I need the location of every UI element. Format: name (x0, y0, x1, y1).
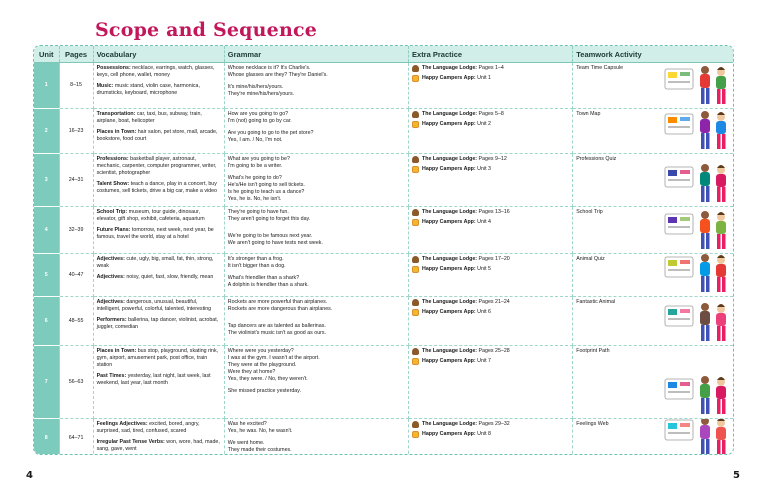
app-unit: Unit 5 (475, 266, 491, 273)
vocabulary-label: Places in Town: (96, 348, 137, 354)
vocabulary-label: Professions: (96, 156, 129, 162)
vocabulary-group (97, 256, 221, 270)
grammar-line: How are you going to go? (227, 111, 289, 117)
teamwork-activity-name: School Trip (576, 209, 603, 215)
teamwork-cell (573, 63, 733, 109)
vocabulary-words: car, taxi, bus, subway, train, airplane, boat, helicopter (96, 111, 202, 124)
app-label: Happy Campers App: (422, 75, 476, 82)
vocabulary-words: basketball player, astronaut, mechanic, carpenter, computer programmer, writer, scientist, photographer (96, 156, 217, 176)
vocabulary-cell (93, 207, 224, 254)
vocabulary-group (97, 65, 221, 79)
extra-practice-cell (409, 109, 573, 154)
lodge-pages: Pages 5–8 (477, 111, 504, 118)
lodge-label: The Language Lodge: (422, 209, 478, 216)
app-text (422, 358, 491, 365)
language-lodge-entry (412, 65, 569, 72)
vocabulary-group (97, 209, 221, 223)
grammar-cell (224, 297, 408, 346)
vocabulary-group (97, 83, 221, 97)
happy-campers-app-entry (412, 219, 569, 226)
app-icon (412, 75, 419, 82)
vocabulary-cell (93, 346, 224, 419)
grammar-line: They were at the playground. (227, 361, 297, 368)
grammar-line: What are you going to be? (227, 156, 290, 162)
vocabulary-cell (93, 109, 224, 154)
grammar-line: Yes, he was. No, he wasn't. (227, 427, 293, 434)
vocabulary-group (97, 227, 221, 241)
vocabulary-label: Irregular Past Tense Verbs: (96, 438, 165, 445)
language-lodge-entry (412, 209, 569, 216)
teamwork-cell (573, 154, 733, 207)
app-text (422, 309, 491, 316)
vocabulary-words: ballerina, tap dancer, violinist, acrobat, juggler, comedian (96, 316, 219, 330)
scope-sequence-table-frame (33, 45, 734, 455)
lodge-text (422, 348, 510, 355)
grammar-line: We're going to be famous next year. (227, 232, 313, 239)
vocabulary-cell (93, 419, 224, 456)
unit-pages: 56–63 (59, 346, 93, 419)
vocabulary-group (97, 373, 221, 387)
grammar-line: It's stronger than a frog. (227, 256, 284, 262)
app-label: Happy Campers App: (422, 431, 476, 438)
app-text (422, 219, 491, 226)
lodge-text (422, 65, 504, 72)
unit-number: 1 (34, 63, 59, 109)
teamwork-activity-name: Animal Quiz (576, 256, 605, 262)
language-lodge-entry (412, 299, 569, 306)
app-icon (412, 358, 419, 365)
vocabulary-group (97, 348, 221, 369)
vocabulary-label: Music: (96, 82, 114, 89)
header-row (34, 46, 733, 63)
page-number-right: 5 (733, 470, 740, 481)
grammar-cell (224, 346, 408, 419)
vocabulary-words: necklace, earrings, watch, glasses, keys, cell phone, wallet, money (96, 65, 215, 78)
grammar-line: Yes, they were. / No, they weren't. (227, 375, 308, 382)
grammar-cell (224, 207, 408, 254)
vocabulary-words: tomorrow, next week, next year, be famous, travel the world, stay at a hotel (96, 226, 214, 240)
vocabulary-words: bus stop, playground, skating rink, gym, airport, amusement park, post office, train station (96, 348, 219, 368)
unit-number: 7 (34, 346, 59, 419)
vocabulary-cell (93, 297, 224, 346)
grammar-line: I'm going to be a writer. (227, 162, 283, 169)
lodge-label: The Language Lodge: (422, 156, 478, 163)
lodge-pages: Pages 13–16 (477, 209, 510, 216)
unit-pages: 40–47 (59, 254, 93, 297)
unit-pages: 64–71 (59, 419, 93, 456)
lodge-icon (412, 65, 419, 72)
grammar-line: What's he going to do? (227, 174, 282, 181)
lodge-icon (412, 209, 419, 216)
teamwork-cell (573, 109, 733, 154)
app-unit: Unit 3 (475, 166, 491, 173)
kids-activity-photo (635, 371, 731, 417)
lodge-label: The Language Lodge: (422, 421, 478, 428)
unit-number: 3 (34, 154, 59, 207)
lodge-icon (412, 348, 419, 355)
vocabulary-label: Performers: (96, 316, 127, 323)
happy-campers-app-entry (412, 358, 569, 365)
vocabulary-group (97, 111, 221, 125)
vocabulary-words: cute, ugly, big, small, fat, thin, strong, weak (96, 256, 214, 269)
app-label: Happy Campers App: (422, 358, 476, 365)
table-row (34, 63, 733, 109)
vocabulary-words: museum, tour guide, dinosaur, elevator, gift shop, exhibit, cafeteria, aquarium (96, 209, 205, 222)
extra-practice-cell (409, 63, 573, 109)
header-pages: Pages (59, 46, 93, 63)
lodge-pages: Pages 21–24 (477, 299, 510, 306)
happy-campers-app-entry (412, 309, 569, 316)
vocabulary-label: Feelings Adjectives: (96, 421, 148, 427)
app-unit: Unit 7 (475, 358, 491, 365)
table-row (34, 109, 733, 154)
app-label: Happy Campers App: (422, 219, 476, 226)
grammar-line: He's/He isn't going to sell tickets. (227, 181, 305, 188)
vocabulary-cell (93, 154, 224, 207)
app-unit: Unit 6 (475, 309, 491, 316)
grammar-line: They aren't going to forget this day. (227, 215, 311, 222)
vocabulary-group (97, 274, 221, 281)
page-number-left: 4 (26, 470, 33, 481)
vocabulary-cell (93, 254, 224, 297)
app-unit: Unit 1 (475, 75, 491, 82)
grammar-cell (224, 63, 408, 109)
language-lodge-entry (412, 156, 569, 163)
vocabulary-label: Possessions: (96, 65, 131, 71)
app-text (422, 121, 491, 128)
lodge-pages: Pages 29–32 (477, 421, 510, 428)
grammar-line: We aren't going to have tests next week. (227, 239, 323, 246)
page-title: Scope and Sequence (95, 19, 318, 41)
scope-sequence-table (34, 46, 733, 455)
grammar-line: Whose necklace is it? It's Charlie's. (227, 65, 311, 71)
lodge-label: The Language Lodge: (422, 111, 478, 118)
app-icon (412, 309, 419, 316)
lodge-icon (412, 111, 419, 118)
vocabulary-label: Places in Town: (96, 128, 137, 135)
app-label: Happy Campers App: (422, 166, 476, 173)
unit-pages: 48–55 (59, 297, 93, 346)
lodge-label: The Language Lodge: (422, 299, 478, 306)
grammar-line: We went home. (227, 439, 265, 446)
app-text (422, 166, 491, 173)
vocabulary-words: noisy, quiet, fast, slow, friendly, mean (124, 273, 214, 280)
unit-number: 2 (34, 109, 59, 154)
teamwork-cell (573, 254, 733, 297)
grammar-line: Rockets are more dangerous than airplanes. (227, 305, 333, 312)
teamwork-activity-name: Feelings Web (576, 421, 609, 427)
vocabulary-words: dangerous, unusual, beautiful, intelligent, powerful, colorful, talented, interesting (96, 299, 212, 312)
lodge-text (422, 111, 504, 118)
unit-pages: 8–15 (59, 63, 93, 109)
lodge-text (422, 299, 510, 306)
vocabulary-group (97, 317, 221, 331)
happy-campers-app-entry (412, 431, 569, 438)
happy-campers-app-entry (412, 121, 569, 128)
kids-activity-photo (635, 159, 731, 205)
grammar-line: She missed practice yesterday. (227, 387, 301, 394)
teamwork-activity-name: Team Time Capsule (576, 65, 624, 71)
extra-practice-cell (409, 346, 573, 419)
grammar-line: Where were you yesterday? (227, 348, 294, 354)
teamwork-cell (573, 207, 733, 254)
vocabulary-label: School Trip: (96, 209, 128, 215)
lodge-icon (412, 256, 419, 263)
teamwork-activity-name: Town Map (576, 111, 601, 117)
extra-practice-cell (409, 154, 573, 207)
lodge-icon (412, 299, 419, 306)
grammar-cell (224, 254, 408, 297)
happy-campers-app-entry (412, 166, 569, 173)
table-row (34, 346, 733, 419)
unit-number: 4 (34, 207, 59, 254)
vocabulary-words: teach a dance, play in a concert, buy costumes, sell tickets, drive a big car, make a video (96, 180, 217, 194)
lodge-label: The Language Lodge: (422, 348, 478, 355)
table-row (34, 254, 733, 297)
vocabulary-label: Talent Show: (96, 180, 130, 187)
grammar-line: Yes, he is. No, he isn't. (227, 195, 282, 202)
table-row (34, 419, 733, 456)
app-text (422, 75, 491, 82)
teamwork-cell (573, 297, 733, 346)
lodge-text (422, 256, 510, 263)
lodge-pages: Pages 17–20 (477, 256, 510, 263)
grammar-line: Were they at home? (227, 368, 276, 375)
unit-number: 8 (34, 419, 59, 456)
vocabulary-cell (93, 63, 224, 109)
teamwork-activity-name: Footprint Path (576, 348, 610, 354)
vocabulary-label: Past Times: (96, 372, 127, 379)
lodge-text (422, 156, 507, 163)
vocabulary-label: Adjectives: (96, 299, 125, 305)
app-icon (412, 266, 419, 273)
vocabulary-label: Adjectives: (96, 273, 125, 280)
vocabulary-words: won, wore, had, made, sang, gave, went (96, 438, 220, 452)
lodge-text (422, 421, 510, 428)
header-grammar: Grammar (224, 46, 408, 63)
extra-practice-cell (409, 207, 573, 254)
table-row (34, 207, 733, 254)
app-unit: Unit 4 (475, 219, 491, 226)
grammar-line: They made their costumes. (227, 446, 292, 453)
grammar-line: It's mine/his/hers/yours. (227, 83, 284, 90)
unit-number: 5 (34, 254, 59, 297)
app-unit: Unit 8 (475, 431, 491, 438)
vocabulary-group (97, 421, 221, 435)
lodge-pages: Pages 9–12 (477, 156, 507, 163)
vocabulary-words: excited, bored, angry, surprised, sad, tired, confused, scared (96, 421, 200, 434)
vocabulary-group (97, 439, 221, 453)
app-label: Happy Campers App: (422, 121, 476, 128)
grammar-cell (224, 154, 408, 207)
vocabulary-words: hair salon, pet store, mall, arcade, bookstore, food court (96, 128, 218, 142)
lodge-label: The Language Lodge: (422, 65, 478, 72)
grammar-line: I'm (not) going to go by car. (227, 117, 292, 124)
vocabulary-group (97, 181, 221, 195)
app-text (422, 266, 491, 273)
language-lodge-entry (412, 111, 569, 118)
extra-practice-cell (409, 297, 573, 346)
grammar-line: They're mine/his/hers/yours. (227, 90, 295, 97)
unit-pages: 32–39 (59, 207, 93, 254)
vocabulary-group (97, 156, 221, 177)
vocabulary-label: Transportation: (96, 111, 136, 117)
vocabulary-group (97, 129, 221, 143)
grammar-line: Tap dancers are as talented as ballerinas. (227, 322, 326, 329)
table-row (34, 154, 733, 207)
happy-campers-app-entry (412, 266, 569, 273)
app-unit: Unit 2 (475, 121, 491, 128)
vocabulary-words: music stand, violin case, harmonica, drumsticks, keyboard, microphone (96, 82, 200, 96)
grammar-cell (224, 419, 408, 456)
app-icon (412, 166, 419, 173)
language-lodge-entry (412, 348, 569, 355)
app-icon (412, 219, 419, 226)
grammar-cell (224, 109, 408, 154)
lodge-text (422, 209, 510, 216)
grammar-line: Are you going to go to the pet store? (227, 129, 314, 136)
header-unit: Unit (34, 46, 59, 63)
vocabulary-words: yesterday, last night, last week, last weekend, last year, last month (96, 372, 211, 386)
grammar-line: What's friendlier than a shark? (227, 274, 300, 281)
teamwork-cell (573, 346, 733, 419)
grammar-line: They're going to have fun. (227, 209, 289, 215)
grammar-line: Whose glasses are they? They're Daniel's. (227, 71, 328, 78)
teamwork-activity-name: Professions Quiz (576, 156, 617, 162)
app-icon (412, 121, 419, 128)
table-row (34, 297, 733, 346)
unit-number: 6 (34, 297, 59, 346)
grammar-line: A dolphin is friendlier than a shark. (227, 281, 309, 288)
lodge-icon (412, 156, 419, 163)
vocabulary-label: Future Plans: (96, 226, 131, 233)
vocabulary-group (97, 299, 221, 313)
grammar-line: Yes, I am. / No, I'm not. (227, 136, 283, 143)
app-text (422, 431, 491, 438)
grammar-line: Was he excited? (227, 421, 267, 427)
header-extra-practice: Extra Practice (409, 46, 573, 63)
app-icon (412, 431, 419, 438)
lodge-icon (412, 421, 419, 428)
grammar-line: Is he going to teach us a dance? (227, 188, 305, 195)
grammar-line: I was at the gym. I wasn't at the airport. (227, 354, 320, 361)
extra-practice-cell (409, 419, 573, 456)
grammar-line: It isn't bigger than a dog. (227, 262, 286, 269)
extra-practice-cell (409, 254, 573, 297)
grammar-line: The violinist's music isn't as good as ours. (227, 329, 327, 336)
teamwork-activity-name: Fantastic Animal (576, 299, 616, 305)
lodge-label: The Language Lodge: (422, 256, 478, 263)
vocabulary-label: Adjectives: (96, 256, 125, 262)
language-lodge-entry (412, 421, 569, 428)
teamwork-cell (573, 419, 733, 456)
app-label: Happy Campers App: (422, 309, 476, 316)
header-teamwork-activity: Teamwork Activity (573, 46, 733, 63)
happy-campers-app-entry (412, 75, 569, 82)
language-lodge-entry (412, 256, 569, 263)
unit-pages: 24–31 (59, 154, 93, 207)
app-label: Happy Campers App: (422, 266, 476, 273)
lodge-pages: Pages 25–28 (477, 348, 510, 355)
unit-pages: 16–23 (59, 109, 93, 154)
grammar-line: Rockets are more powerful than airplanes. (227, 299, 328, 305)
lodge-pages: Pages 1–4 (477, 65, 504, 72)
header-vocabulary: Vocabulary (93, 46, 224, 63)
